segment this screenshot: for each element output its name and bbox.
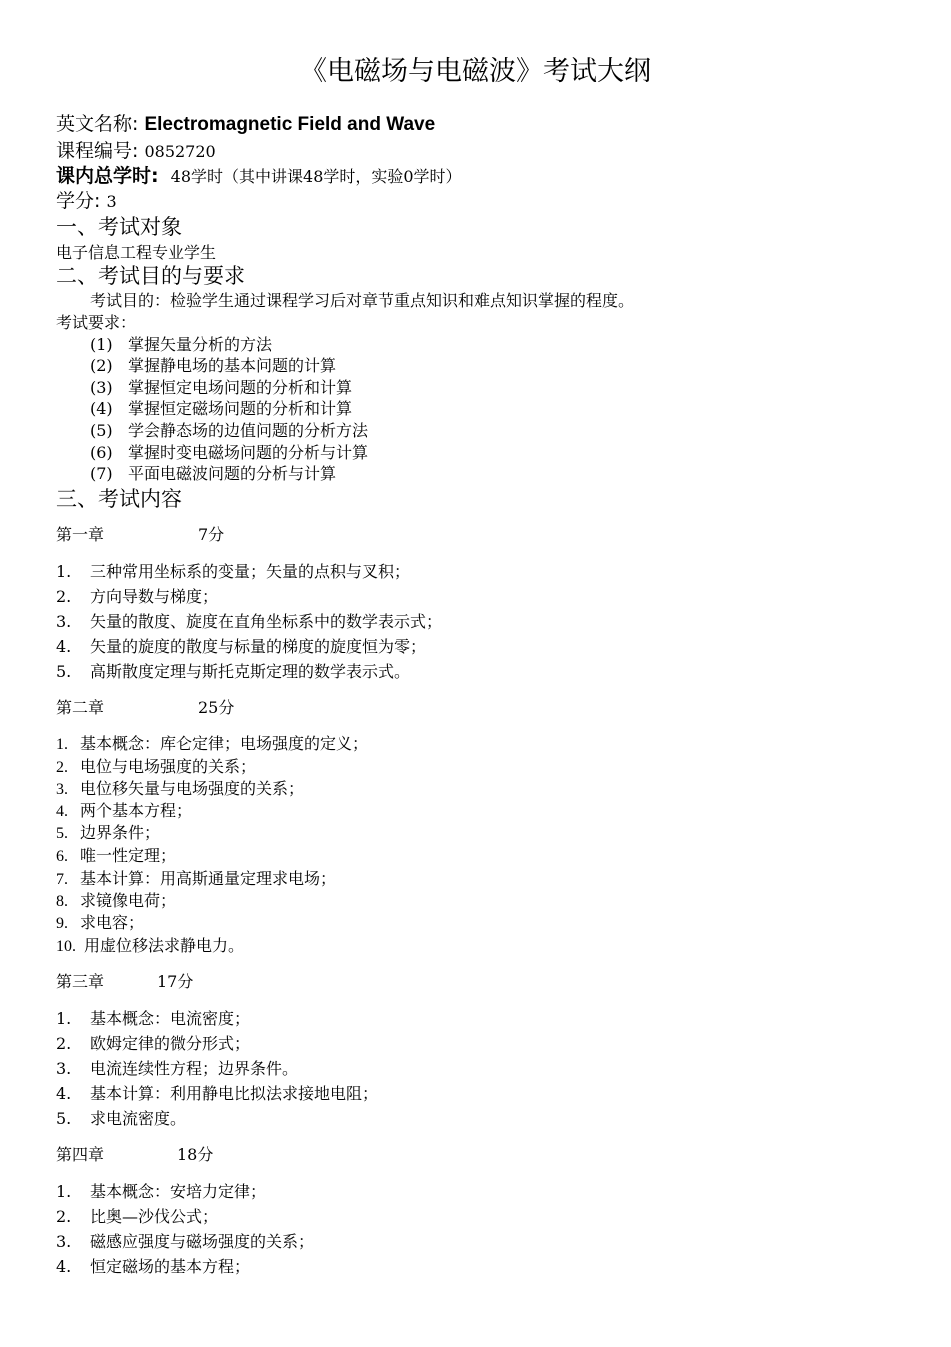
section3-heading: 三、考试内容 <box>56 487 182 511</box>
content-item: 2. 欧姆定律的微分形式； <box>56 1034 251 1053</box>
content-item: 1. 基本概念：库仑定律；电场强度的定义； <box>56 734 369 753</box>
course-code-row <box>56 139 216 164</box>
chapter-points: 18分 <box>177 1145 214 1164</box>
chapter-heading <box>56 524 225 546</box>
requirement-item: (6) 掌握时变电磁场问题的分析与计算 <box>90 443 369 462</box>
hours-row <box>56 164 462 189</box>
content-item: 6. 唯一性定理； <box>56 846 177 865</box>
content-item: 8. 求镜像电荷； <box>56 891 177 910</box>
content-item: 4. 恒定磁场的基本方程； <box>56 1257 251 1276</box>
chapter-points: 25分 <box>198 698 235 717</box>
content-item: 4. 基本计算：利用静电比拟法求接地电阻； <box>56 1084 379 1103</box>
requirement-item: (4) 掌握恒定磁场问题的分析和计算 <box>90 399 353 418</box>
chapter-heading <box>56 971 194 993</box>
content-item: 2. 比奥—沙伐公式； <box>56 1207 219 1226</box>
section1-heading: 一、考试对象 <box>56 215 182 239</box>
section2-heading: 二、考试目的与要求 <box>56 264 245 288</box>
requirement-item: (2) 掌握静电场的基本问题的计算 <box>90 356 337 375</box>
credits-label: 学分: <box>56 190 101 212</box>
english-name-value: Electromagnetic Field and Wave <box>144 114 436 135</box>
content-item: 5. 高斯散度定理与斯托克斯定理的数学表示式。 <box>56 662 411 681</box>
requirement-item: (5) 学会静态场的边值问题的分析方法 <box>90 421 369 440</box>
content-item: 1. 三种常用坐标系的变量；矢量的点积与叉积； <box>56 562 411 581</box>
english-name-label: 英文名称: <box>56 113 139 135</box>
chapter-name: 第四章 <box>56 1145 105 1164</box>
requirement-item: (1) 掌握矢量分析的方法 <box>90 335 273 354</box>
content-item: 5. 求电流密度。 <box>56 1109 187 1128</box>
exam-purpose: 考试目的：检验学生通过课程学习后对章节重点知识和难点知识掌握的程度。 <box>90 291 635 310</box>
content-item: 2. 方向导数与梯度； <box>56 587 219 606</box>
content-item: 3. 电位移矢量与电场强度的关系； <box>56 779 305 798</box>
chapter-heading <box>56 697 235 719</box>
requirements-label: 考试要求： <box>56 313 137 332</box>
content-item: 5. 边界条件； <box>56 823 161 842</box>
content-item: 7. 基本计算：用高斯通量定理求电场； <box>56 869 337 888</box>
course-code-value: 0852720 <box>144 142 216 161</box>
content-item: 4. 矢量的旋度的散度与标量的梯度的旋度恒为零； <box>56 637 427 656</box>
chapter-points: 7分 <box>198 525 225 544</box>
hours-value: 48学时（其中讲课48学时，实验0学时） <box>170 167 462 186</box>
requirement-item: (7) 平面电磁波问题的分析与计算 <box>90 464 337 483</box>
chapter-name: 第三章 <box>56 972 105 991</box>
chapter-name: 第一章 <box>56 525 105 544</box>
chapter-points: 17分 <box>157 972 194 991</box>
credits-row <box>56 189 117 214</box>
content-item: 4. 两个基本方程； <box>56 801 193 820</box>
chapter-name: 第二章 <box>56 698 105 717</box>
content-item: 1. 基本概念：安培力定律； <box>56 1182 267 1201</box>
content-item: 1. 基本概念：电流密度； <box>56 1009 251 1028</box>
content-item: 3. 矢量的散度、旋度在直角坐标系中的数学表示式； <box>56 612 443 631</box>
document-title: 《电磁场与电磁波》考试大纲 <box>300 56 651 87</box>
course-code-label: 课程编号: <box>56 140 139 162</box>
content-item: 10. 用虚位移法求静电力。 <box>56 936 245 955</box>
content-item: 3. 电流连续性方程；边界条件。 <box>56 1059 299 1078</box>
content-item: 9. 求电容； <box>56 913 145 932</box>
content-item: 3. 磁感应强度与磁场强度的关系； <box>56 1232 315 1251</box>
content-item: 2. 电位与电场强度的关系； <box>56 757 257 776</box>
credits-value: 3 <box>106 192 117 211</box>
english-name-row <box>56 112 435 137</box>
chapter-heading <box>56 1144 214 1166</box>
hours-label: 课内总学时: <box>56 165 159 187</box>
section1-text: 电子信息工程专业学生 <box>56 243 217 262</box>
requirement-item: (3) 掌握恒定电场问题的分析和计算 <box>90 378 353 397</box>
